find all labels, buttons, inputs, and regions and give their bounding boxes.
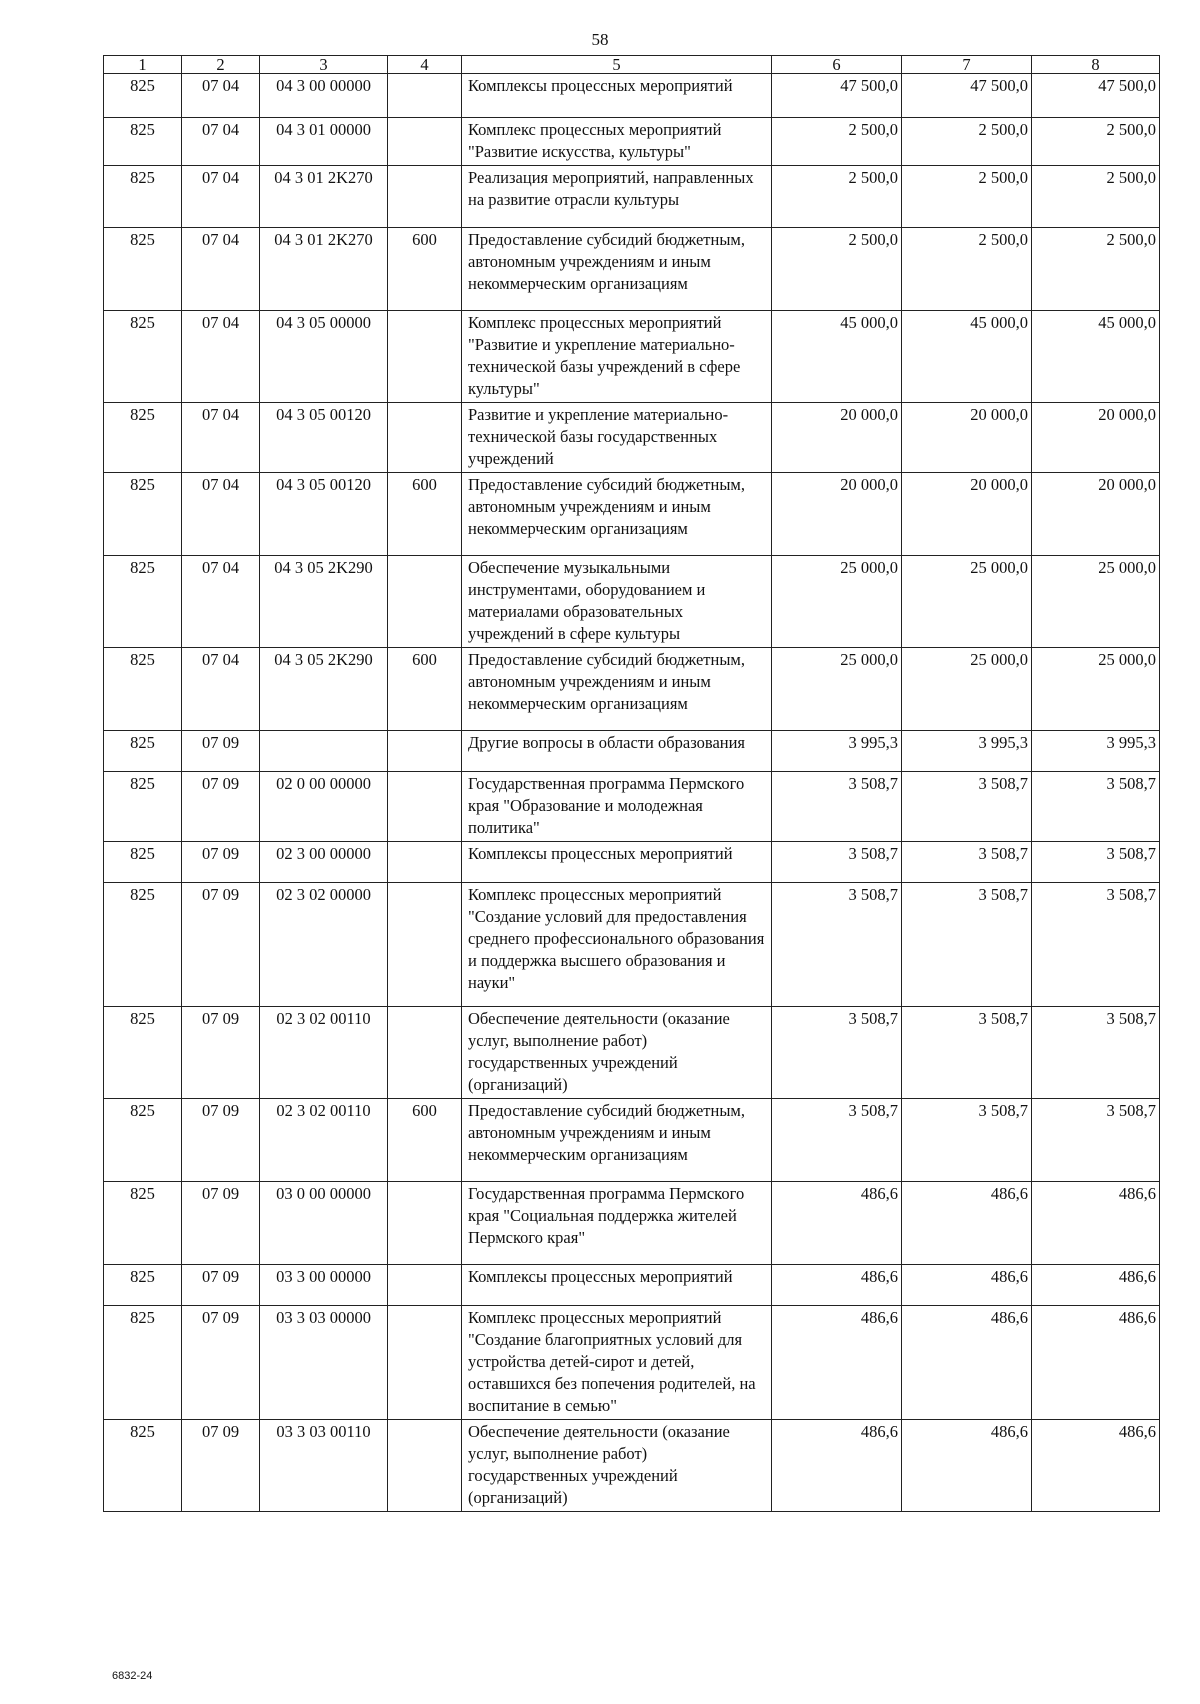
- expense-type-cell: 600: [388, 228, 462, 311]
- expense-type-cell: [388, 1306, 462, 1420]
- section-code-cell: 07 04: [182, 556, 260, 648]
- admin-code-cell: 825: [104, 1182, 182, 1265]
- amount-cell: 486,6: [1032, 1420, 1160, 1512]
- table-row: [104, 403, 1160, 473]
- admin-code-cell: 825: [104, 74, 182, 118]
- amount-cell: 3 508,7: [1032, 1007, 1160, 1099]
- amount-cell: 25 000,0: [772, 648, 902, 731]
- amount-cell: 25 000,0: [1032, 556, 1160, 648]
- description-cell: Комплекс процессных мероприятий "Создание благоприятных условий для устройства детей-сирот и детей, оставшихся без попечения родителей, на воспитание в семью": [462, 1306, 772, 1420]
- column-header: 2: [182, 56, 260, 74]
- amount-cell: 2 500,0: [902, 166, 1032, 228]
- amount-cell: 3 508,7: [902, 842, 1032, 883]
- column-header: 6: [772, 56, 902, 74]
- expense-type-cell: [388, 842, 462, 883]
- target-article-cell: 02 0 00 00000: [260, 772, 388, 842]
- amount-cell: 486,6: [902, 1182, 1032, 1265]
- amount-cell: 3 508,7: [902, 1007, 1032, 1099]
- amount-cell: 25 000,0: [1032, 648, 1160, 731]
- description-cell: Реализация мероприятий, направленных на развитие отрасли культуры: [462, 166, 772, 228]
- amount-cell: 486,6: [1032, 1306, 1160, 1420]
- description-cell: Предоставление субсидий бюджетным, автономным учреждениям и иным некоммерческим организациям: [462, 648, 772, 731]
- amount-cell: 3 508,7: [1032, 842, 1160, 883]
- amount-cell: 25 000,0: [902, 648, 1032, 731]
- table-row: [104, 1306, 1160, 1420]
- expense-type-cell: [388, 556, 462, 648]
- description-cell: Предоставление субсидий бюджетным, автономным учреждениям и иным некоммерческим организациям: [462, 228, 772, 311]
- expense-type-cell: [388, 883, 462, 1007]
- admin-code-cell: 825: [104, 1099, 182, 1182]
- description-cell: Предоставление субсидий бюджетным, автономным учреждениям и иным некоммерческим организациям: [462, 1099, 772, 1182]
- section-code-cell: 07 04: [182, 166, 260, 228]
- section-code-cell: 07 09: [182, 1099, 260, 1182]
- table-row: [104, 1265, 1160, 1306]
- amount-cell: 486,6: [902, 1420, 1032, 1512]
- admin-code-cell: 825: [104, 1306, 182, 1420]
- amount-cell: 3 508,7: [772, 842, 902, 883]
- admin-code-cell: 825: [104, 166, 182, 228]
- section-code-cell: 07 04: [182, 473, 260, 556]
- amount-cell: 2 500,0: [1032, 118, 1160, 166]
- amount-cell: 47 500,0: [1032, 74, 1160, 118]
- amount-cell: 20 000,0: [1032, 473, 1160, 556]
- amount-cell: 486,6: [772, 1265, 902, 1306]
- admin-code-cell: 825: [104, 731, 182, 772]
- admin-code-cell: 825: [104, 473, 182, 556]
- target-article-cell: [260, 731, 388, 772]
- document-code: 6832-24: [112, 1670, 153, 1682]
- admin-code-cell: 825: [104, 1420, 182, 1512]
- amount-cell: 3 508,7: [772, 772, 902, 842]
- column-header: 4: [388, 56, 462, 74]
- amount-cell: 3 508,7: [1032, 772, 1160, 842]
- target-article-cell: 03 3 03 00000: [260, 1306, 388, 1420]
- amount-cell: 2 500,0: [902, 118, 1032, 166]
- admin-code-cell: 825: [104, 1265, 182, 1306]
- target-article-cell: 04 3 01 00000: [260, 118, 388, 166]
- column-header: 1: [104, 56, 182, 74]
- expense-type-cell: [388, 166, 462, 228]
- description-cell: Государственная программа Пермского края "Социальная поддержка жителей Пермского края": [462, 1182, 772, 1265]
- target-article-cell: 04 3 01 2K270: [260, 166, 388, 228]
- amount-cell: 45 000,0: [772, 311, 902, 403]
- target-article-cell: 03 0 00 00000: [260, 1182, 388, 1265]
- table-row: [104, 1420, 1160, 1512]
- admin-code-cell: 825: [104, 842, 182, 883]
- section-code-cell: 07 09: [182, 883, 260, 1007]
- section-code-cell: 07 09: [182, 1265, 260, 1306]
- amount-cell: 3 508,7: [1032, 883, 1160, 1007]
- expense-type-cell: 600: [388, 473, 462, 556]
- admin-code-cell: 825: [104, 883, 182, 1007]
- section-code-cell: 07 04: [182, 311, 260, 403]
- column-header: 8: [1032, 56, 1160, 74]
- description-cell: Государственная программа Пермского края "Образование и молодежная политика": [462, 772, 772, 842]
- target-article-cell: 04 3 05 00120: [260, 403, 388, 473]
- table-row: [104, 1007, 1160, 1099]
- page-number: 58: [591, 30, 609, 49]
- description-cell: Обеспечение деятельности (оказание услуг, выполнение работ) государственных учреждений (организаций): [462, 1007, 772, 1099]
- description-cell: Развитие и укрепление материально-технической базы государственных учреждений: [462, 403, 772, 473]
- amount-cell: 2 500,0: [772, 118, 902, 166]
- amount-cell: 2 500,0: [772, 228, 902, 311]
- target-article-cell: 02 3 00 00000: [260, 842, 388, 883]
- amount-cell: 3 995,3: [772, 731, 902, 772]
- amount-cell: 486,6: [1032, 1182, 1160, 1265]
- amount-cell: 20 000,0: [1032, 403, 1160, 473]
- amount-cell: 2 500,0: [1032, 228, 1160, 311]
- section-code-cell: 07 09: [182, 772, 260, 842]
- admin-code-cell: 825: [104, 772, 182, 842]
- expense-type-cell: 600: [388, 648, 462, 731]
- table-row: [104, 311, 1160, 403]
- amount-cell: 2 500,0: [772, 166, 902, 228]
- description-cell: Предоставление субсидий бюджетным, автономным учреждениям и иным некоммерческим организациям: [462, 473, 772, 556]
- amount-cell: 2 500,0: [902, 228, 1032, 311]
- description-cell: Комплекс процессных мероприятий "Развитие искусства, культуры": [462, 118, 772, 166]
- admin-code-cell: 825: [104, 403, 182, 473]
- target-article-cell: 04 3 05 2K290: [260, 648, 388, 731]
- section-code-cell: 07 04: [182, 74, 260, 118]
- column-header: 7: [902, 56, 1032, 74]
- expense-type-cell: 600: [388, 1099, 462, 1182]
- budget-table: [103, 55, 1160, 1512]
- amount-cell: 25 000,0: [772, 556, 902, 648]
- target-article-cell: 03 3 00 00000: [260, 1265, 388, 1306]
- expense-type-cell: [388, 118, 462, 166]
- section-code-cell: 07 04: [182, 403, 260, 473]
- table-row: [104, 556, 1160, 648]
- target-article-cell: 04 3 05 00120: [260, 473, 388, 556]
- expense-type-cell: [388, 74, 462, 118]
- target-article-cell: 02 3 02 00000: [260, 883, 388, 1007]
- amount-cell: 3 508,7: [902, 1099, 1032, 1182]
- description-cell: Комплексы процессных мероприятий: [462, 842, 772, 883]
- amount-cell: 20 000,0: [902, 403, 1032, 473]
- section-code-cell: 07 09: [182, 1007, 260, 1099]
- amount-cell: 486,6: [772, 1420, 902, 1512]
- table-row: [104, 883, 1160, 1007]
- table-row: [104, 1182, 1160, 1265]
- table-row: [104, 228, 1160, 311]
- amount-cell: 45 000,0: [1032, 311, 1160, 403]
- amount-cell: 45 000,0: [902, 311, 1032, 403]
- amount-cell: 3 995,3: [902, 731, 1032, 772]
- section-code-cell: 07 09: [182, 1420, 260, 1512]
- target-article-cell: 04 3 00 00000: [260, 74, 388, 118]
- section-code-cell: 07 04: [182, 648, 260, 731]
- expense-type-cell: [388, 731, 462, 772]
- table-row: [104, 1099, 1160, 1182]
- section-code-cell: 07 09: [182, 1306, 260, 1420]
- table-row: [104, 74, 1160, 118]
- amount-cell: 486,6: [772, 1306, 902, 1420]
- amount-cell: 3 508,7: [1032, 1099, 1160, 1182]
- target-article-cell: 03 3 03 00110: [260, 1420, 388, 1512]
- section-code-cell: 07 09: [182, 731, 260, 772]
- amount-cell: 3 508,7: [772, 1099, 902, 1182]
- admin-code-cell: 825: [104, 648, 182, 731]
- table-row: [104, 166, 1160, 228]
- table-row: [104, 473, 1160, 556]
- expense-type-cell: [388, 1420, 462, 1512]
- amount-cell: 3 508,7: [902, 883, 1032, 1007]
- admin-code-cell: 825: [104, 1007, 182, 1099]
- section-code-cell: 07 09: [182, 842, 260, 883]
- target-article-cell: 04 3 05 00000: [260, 311, 388, 403]
- amount-cell: 20 000,0: [902, 473, 1032, 556]
- amount-cell: 486,6: [772, 1182, 902, 1265]
- amount-cell: 25 000,0: [902, 556, 1032, 648]
- amount-cell: 3 508,7: [902, 772, 1032, 842]
- target-article-cell: 02 3 02 00110: [260, 1007, 388, 1099]
- expense-type-cell: [388, 1007, 462, 1099]
- description-cell: Комплексы процессных мероприятий: [462, 74, 772, 118]
- target-article-cell: 04 3 05 2K290: [260, 556, 388, 648]
- description-cell: Другие вопросы в области образования: [462, 731, 772, 772]
- description-cell: Комплекс процессных мероприятий "Развитие и укрепление материально-технической базы учреждений в сфере культуры": [462, 311, 772, 403]
- amount-cell: 3 995,3: [1032, 731, 1160, 772]
- amount-cell: 47 500,0: [772, 74, 902, 118]
- table-row: [104, 731, 1160, 772]
- expense-type-cell: [388, 1182, 462, 1265]
- expense-type-cell: [388, 311, 462, 403]
- description-cell: Комплексы процессных мероприятий: [462, 1265, 772, 1306]
- description-cell: Обеспечение деятельности (оказание услуг, выполнение работ) государственных учреждений (организаций): [462, 1420, 772, 1512]
- section-code-cell: 07 09: [182, 1182, 260, 1265]
- section-code-cell: 07 04: [182, 118, 260, 166]
- amount-cell: 2 500,0: [1032, 166, 1160, 228]
- section-code-cell: 07 04: [182, 228, 260, 311]
- column-header: 3: [260, 56, 388, 74]
- amount-cell: 20 000,0: [772, 403, 902, 473]
- admin-code-cell: 825: [104, 118, 182, 166]
- table-body: [104, 74, 1160, 1512]
- table-row: [104, 772, 1160, 842]
- target-article-cell: 04 3 01 2K270: [260, 228, 388, 311]
- column-number-row: [104, 56, 1160, 74]
- expense-type-cell: [388, 1265, 462, 1306]
- amount-cell: 486,6: [902, 1306, 1032, 1420]
- admin-code-cell: 825: [104, 228, 182, 311]
- amount-cell: 486,6: [1032, 1265, 1160, 1306]
- expense-type-cell: [388, 403, 462, 473]
- amount-cell: 3 508,7: [772, 883, 902, 1007]
- amount-cell: 47 500,0: [902, 74, 1032, 118]
- table-row: [104, 648, 1160, 731]
- amount-cell: 20 000,0: [772, 473, 902, 556]
- admin-code-cell: 825: [104, 556, 182, 648]
- column-header: 5: [462, 56, 772, 74]
- target-article-cell: 02 3 02 00110: [260, 1099, 388, 1182]
- expense-type-cell: [388, 772, 462, 842]
- table-row: [104, 842, 1160, 883]
- table-row: [104, 118, 1160, 166]
- amount-cell: 486,6: [902, 1265, 1032, 1306]
- amount-cell: 3 508,7: [772, 1007, 902, 1099]
- description-cell: Обеспечение музыкальными инструментами, оборудованием и материалами образовательных учреждений в сфере культуры: [462, 556, 772, 648]
- admin-code-cell: 825: [104, 311, 182, 403]
- description-cell: Комплекс процессных мероприятий "Создание условий для предоставления среднего профессионального образования и поддержка высшего образования и науки": [462, 883, 772, 1007]
